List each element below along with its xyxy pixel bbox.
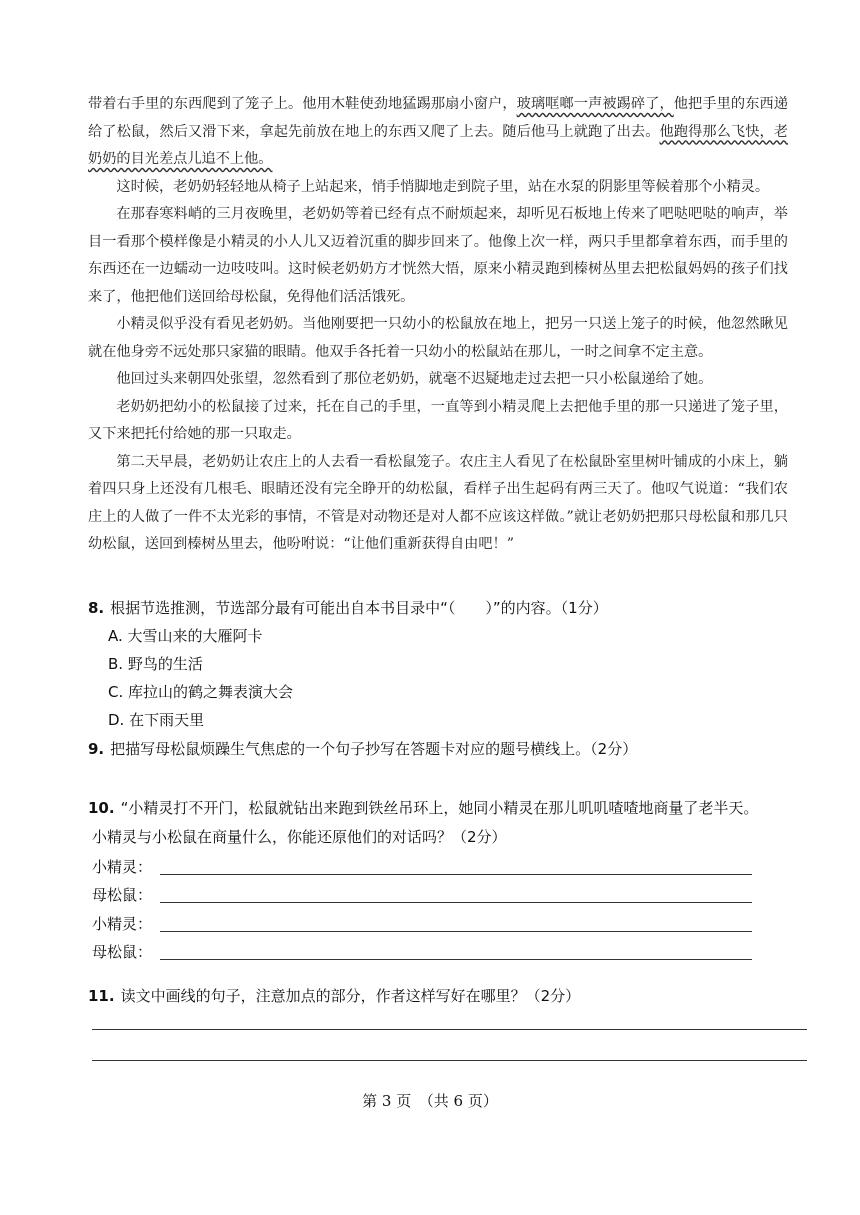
answer-line[interactable] [160,874,752,875]
passage-paragraph-7: 第二天早晨，老奶奶让农庄上的人去看一看松鼠笼子。农庄主人看见了在松鼠卧室里树叶铺成的小床上，躺着四只身上还没有几根毛、眼睛还没有完全睁开的幼松鼠，看样子出生起码有两三天了。他叹气说道：“我们农庄上的人做了一件不太光彩的事情，不管是对动物还是对人都不应该这样做。”就让老奶奶把那只母松鼠和那几只幼松鼠，送回到榛树丛里去，他吩咐说：“让他们重新获得自由吧！” [88,453,788,552]
question-text: “小精灵打不开门，松鼠就钻出来跑到铁丝吊环上，她同小精灵在那儿叽叽喳喳地商量了老半天。 [120,799,759,817]
option-d: D. 在下雨天里 [108,711,205,729]
question-number: 11. [88,987,115,1005]
underlined-sentence-marked: 他跑得那么飞快，老奶奶的目光差点儿追不上他。 [88,123,788,167]
speaker-label: 母松鼠： [92,943,153,961]
passage-paragraph-4: 小精灵似乎没有看见老奶奶。当他刚要把一只幼小的松鼠放在地上，把另一只送上笼子的时候，他忽然瞅见就在他身旁不远处那只家猫的眼睛。他双手各托着一只幼小的松鼠站在那儿，一时之间拿不定主意。 [88,316,788,360]
underlined-sentence: 玻璃哐啷一声被踢碎了， [516,96,674,112]
question-text: 读文中画线的句子，注意加点的部分，作者这样写好在哪里？（2分） [120,987,581,1005]
passage-paragraph-1 [88,91,788,174]
dialog-row [92,884,752,906]
question-9 [88,738,808,759]
question-10 [88,797,808,818]
answer-line[interactable] [92,1060,807,1061]
dialog-row [92,913,752,935]
question-8 [88,597,808,618]
passage-text: 带着右手里的东西爬到了笼子上。他用木鞋使劲地猛踢那扇小窗户， [88,96,517,112]
option-b: B. 野鸟的生活 [108,655,203,673]
answer-line[interactable] [160,931,752,932]
dialog-row [92,856,752,878]
speaker-label: 小精灵： [92,858,153,876]
passage-paragraph-5: 他回过头来朝四处张望，忽然看到了那位老奶奶，就毫不迟疑地走过去把一只小松鼠递给了她。 [116,371,713,387]
option-a: A. 大雪山来的大雁阿卡 [108,627,263,645]
passage-text: 他把手里的东西递给了松鼠，然后又滑下来，拿起先前放在地上的东西又爬了上去。随后他马上就跑了出去。 [88,96,788,140]
question-text: 把描写母松鼠烦躁生气焦虑的一个句子抄写在答题卡对应的题号横线上。（2分） [110,740,638,758]
passage-paragraph-6: 老奶奶把幼小的松鼠接了过来，托在自己的手里，一直等到小精灵爬上去把他手里的那一只递进了笼子里，又下来把托付给她的那一只取走。 [88,398,788,442]
answer-line[interactable] [160,959,752,960]
reading-passage [88,91,788,559]
page-footer: 第 3 页 （共 6 页） [362,1092,498,1110]
dialog-row [92,941,752,963]
question-text: 根据节选推测，节选部分最有可能出自本书目录中“（ ）”的内容。（1分） [110,599,608,617]
answer-line[interactable] [160,902,752,903]
answer-line[interactable] [92,1029,807,1030]
question-10-subprompt: 小精灵与小松鼠在商量什么，你能还原他们的对话吗？（2分） [92,828,507,846]
question-11 [88,985,808,1006]
question-number: 10. [88,799,115,817]
passage-paragraph-3: 在那春寒料峭的三月夜晚里，老奶奶等着已经有点不耐烦起来，却听见石板地上传来了吧哒吧哒的响声，举目一看那个模样像是小精灵的小人儿又迈着沉重的脚步回来了。他像上次一样，两只手里都拿着东西，而手里的东西还在一边蠕动一边吱吱叫。这时候老奶奶方才恍然大悟，原来小精灵跑到榛树丛里去把松鼠妈妈的孩子们找来了，他把他们送回给母松鼠，免得他们活活饿死。 [88,206,788,305]
speaker-label: 母松鼠： [92,886,153,904]
question-number: 8. [88,599,105,617]
option-c: C. 库拉山的鹤之舞表演大会 [108,683,294,701]
question-number: 9. [88,740,105,758]
speaker-label: 小精灵： [92,915,153,933]
passage-paragraph-2: 这时候，老奶奶轻轻地从椅子上站起来，悄手悄脚地走到院子里，站在水泵的阴影里等候着那个小精灵。 [116,178,770,195]
